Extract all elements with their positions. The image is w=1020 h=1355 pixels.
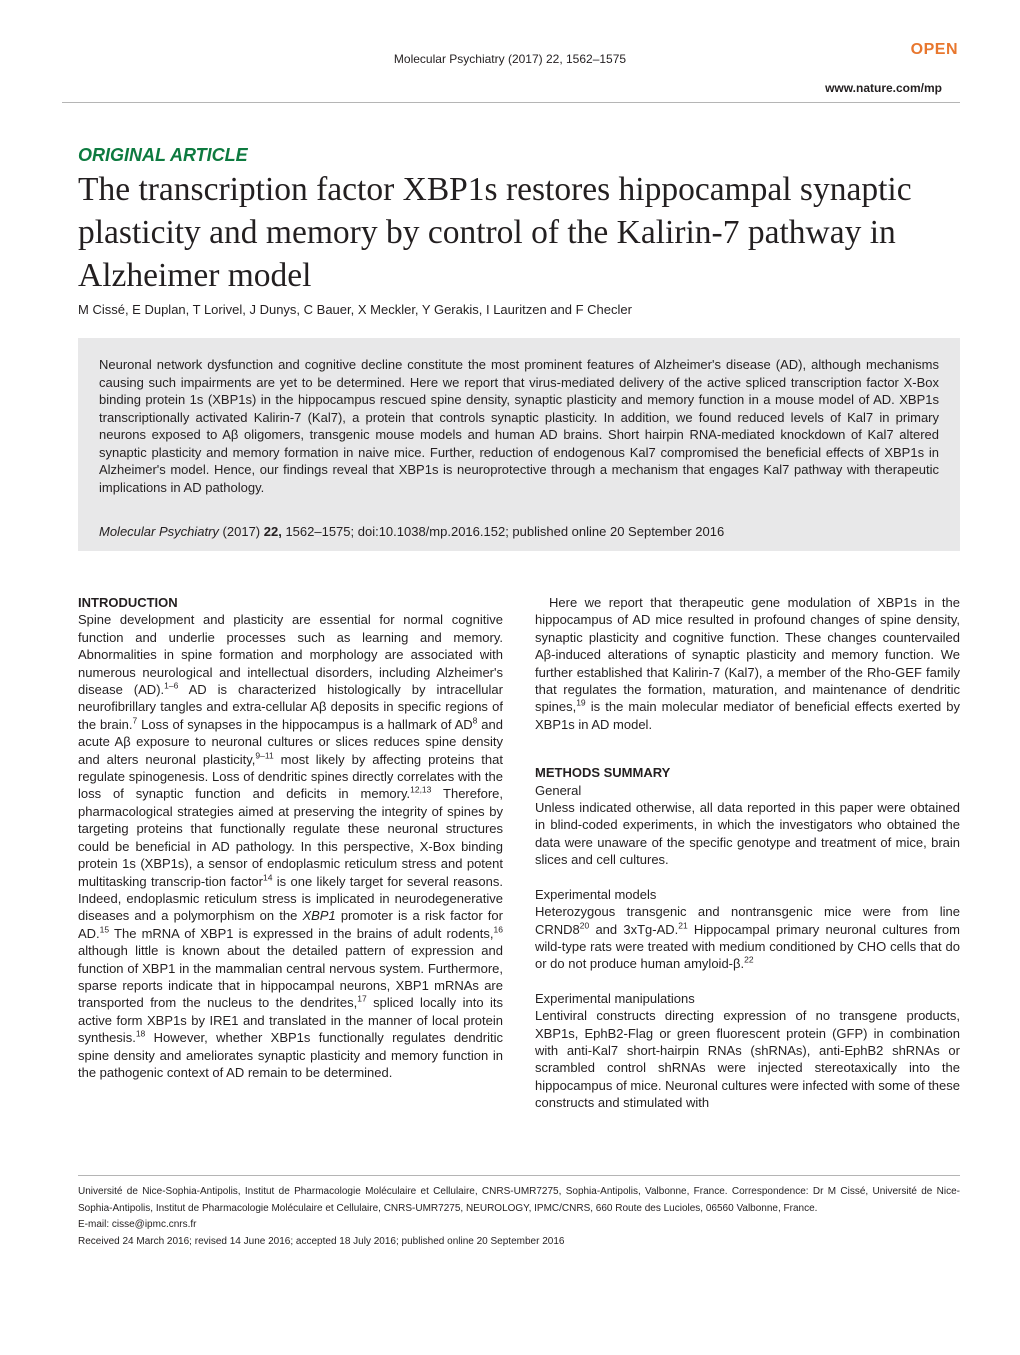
- reference-superscript[interactable]: 9–11: [255, 750, 274, 761]
- right-column: [535, 594, 960, 1112]
- citation-pages-doi: 1562–1575; doi:10.1038/mp.2016.152; published online 20 September 2016: [281, 524, 725, 539]
- header-divider: [62, 102, 960, 103]
- experimental-manipulations-paragraph: Lentiviral constructs directing expression of no transgene products, XBP1s, EphB2-Flag or green fluorescent protein (GFP) in combination with anti-Kal7 short-hairpin RNAs (shRNAs), anti-EphB2 shRNAs or scrambled control shRNAs were injected stereotaxically into the hippocampus of mice. Neuronal cultures were infected with some of these constructs and stimulated with: [535, 1008, 960, 1111]
- article-title: The transcription factor XBP1s restores hippocampal synaptic plasticity and memory by control of the Kalirin-7 pathway in Alzheimer model: [78, 171, 912, 294]
- reference-superscript[interactable]: 22: [744, 954, 754, 965]
- intro-text: and acute Aβ exposure to neuronal cultures or slices reduces spine density and alters neuronal plasticity,: [78, 716, 503, 767]
- journal-url-link[interactable]: www.nature.com/mp: [825, 81, 942, 95]
- reference-superscript[interactable]: 20: [579, 920, 590, 931]
- experimental-manipulations-subheading: Experimental manipulations: [535, 990, 695, 1006]
- reference-superscript[interactable]: 21: [678, 920, 688, 931]
- intro-text: although little is known about the detailed pattern of expression and function of XBP1 in the mammalian central nervous system. Furthermore, sparse reports indicate that in hippocampal neurons, XBP1 mRNAs are transported from the nucleus to the dendrites,: [78, 943, 503, 1011]
- journal-citation-header: Molecular Psychiatry (2017) 22, 1562–1575: [393, 52, 627, 66]
- intro-text: AD is characterized histologically by intracellular neurofibrillary tangles and extra-cellular Aβ deposits in specific regions of the brain.: [78, 682, 503, 732]
- gene-name: XBP1: [302, 908, 336, 924]
- reference-superscript[interactable]: 8: [472, 715, 478, 726]
- footnote-divider: [78, 1175, 960, 1176]
- methods-text: Heterozygous transgenic and nontransgenic mice were from line CRND8: [535, 904, 960, 937]
- reference-superscript[interactable]: 17: [357, 994, 367, 1005]
- left-column: [78, 594, 503, 1081]
- experimental-models-paragraph: [535, 903, 960, 973]
- abstract-text: Neuronal network dysfunction and cognitive decline constitute the most prominent features of Alzheimer's disease (AD), although mechanisms causing such impairments are yet to be determined. Here we report that virus-mediated delivery of the active spliced transcription factor X-Box binding protein 1s (XBP1s) in the hippocampus rescued spine density, synaptic plasticity and memory function in a mouse model of AD. XBP1s transcriptionally activated Kalirin-7 (Kal7), a protein that controls synaptic plasticity. In addition, we found reduced levels of Kal7 in primary neurons exposed to Aβ oligomers, transgenic mouse models and human AD brains. Short hairpin RNA-mediated knockdown of Kal7 altered synaptic plasticity and memory formation in naive mice. Further, reduction of endogenous Kal7 compromised the beneficial effects of XBP1s in Alzheimer's model. Hence, our findings reveal that XBP1s is neuroprotective through a mechanism that engages Kal7 pathway with therapeutic implications in AD pathology.: [99, 357, 939, 495]
- general-paragraph: Unless indicated otherwise, all data reported in this paper were obtained in blind-coded experiments, in which the investigators who obtained the data were unaware of the specific genotype and treatment of mice, brain slices and cell cultures.: [535, 800, 960, 868]
- reference-superscript[interactable]: 14: [262, 872, 273, 883]
- intro-text: Spine development and plasticity are essential for normal cognitive function and underlie processes such as learning and memory. Abnormalities in spine formation and morphology are associated with numerous neurological and intellectual disorders, including Alzheimer's disease (AD).: [78, 612, 503, 698]
- intro-text: However, whether XBP1s functionally regulates dendritic spine density and ameliorates synaptic plasticity and memory function in the pathogenic context of AD remain to be determined.: [78, 1030, 503, 1080]
- introduction-heading: INTRODUCTION: [78, 595, 178, 610]
- received-dates: Received 24 March 2016; revised 14 June 2016; accepted 18 July 2016; published online 20 September 2016: [78, 1235, 565, 1247]
- general-subheading: General: [535, 782, 582, 798]
- methods-text: and 3xTg-AD.: [589, 921, 679, 937]
- reference-superscript[interactable]: 1–6: [164, 680, 179, 691]
- introduction-paragraph: [78, 611, 503, 1081]
- footnotes: [78, 1184, 960, 1250]
- abstract-box: [78, 338, 960, 551]
- reference-superscript[interactable]: 12,13: [410, 785, 432, 796]
- intro-text: promoter is a risk factor for AD.: [78, 908, 503, 941]
- intro-text: is the main molecular mediator of beneficial effects exerted by XBP1s in AD model.: [535, 699, 960, 732]
- reference-superscript[interactable]: 15: [99, 924, 110, 935]
- intro-text: Loss of synapses in the hippocampus is a hallmark of AD: [137, 716, 473, 732]
- reference-superscript[interactable]: 16: [493, 924, 503, 935]
- author-list: M Cissé, E Duplan, T Lorivel, J Dunys, C Bauer, X Meckler, Y Gerakis, I Lauritzen and F Checler: [78, 302, 632, 317]
- introduction-paragraph-2: [535, 594, 960, 733]
- intro-text: Therefore, pharmacological strategies aimed at preserving the integrity of spines by targeting proteins that functionally regulate these neuronal structures could be beneficial in AD pathology. In this perspective, X-Box binding protein 1s (XBP1s), a sensor of endoplasmic reticulum stress and potent multitasking transcrip-tion factor: [78, 786, 503, 889]
- open-access-badge: OPEN: [910, 41, 958, 58]
- intro-text: most likely by affecting proteins that regulate spinogenesis. Loss of dendritic spines directly correlates with the loss of synaptic function and deficits in memory.: [78, 751, 503, 802]
- correspondence-email[interactable]: E-mail: cisse@ipmc.cnrs.fr: [78, 1219, 197, 1230]
- affiliation-text: Université de Nice-Sophia-Antipolis, Institut de Pharmacologie Moléculaire et Cellulaire, CNRS-UMR7275, Sophia-Antipolis, Valbonne, France. Correspondence: Dr M Cissé, Université de Nice-Sophia-Antipolis, Institut de Pharmacologie Moléculaire et Cellulaire, CNRS-UMR7275, NEUROLOGY, IPMC/CNRS, 660 Route des Lucioles, 06560 Valbonne, France.: [78, 1186, 960, 1214]
- intro-text: The mRNA of XBP1 is expressed in the brains of adult rodents,: [109, 925, 494, 941]
- experimental-models-subheading: Experimental models: [535, 886, 657, 902]
- citation-volume: 22,: [263, 524, 282, 539]
- methods-text: Hippocampal primary neuronal cultures from wild-type rats were treated with medium conditioned by CHO cells that do or do not produce human amyloid-β.: [535, 921, 960, 972]
- citation-journal: Molecular Psychiatry: [99, 524, 219, 539]
- abstract-citation: [99, 524, 939, 539]
- intro-text: spliced locally into its active form XBP1s by IRE1 and translated in the manner of local protein synthesis.: [78, 995, 503, 1046]
- intro-text: is one likely target for several reasons. Indeed, endoplasmic reticulum stress is implicated in neurodegenerative diseases and a polymorphism on the: [78, 873, 504, 924]
- intro-text: Here we report that therapeutic gene modulation of XBP1s in the hippocampus of AD mice resulted in profound changes of spine density, synaptic plasticity and cognitive function. These changes countervailed Aβ-induced alterations of synaptic plasticity and memory function. We further established that Kalirin-7 (Kal7), a member of the Rho-GEF family that regulates the formation, maturation, and maintenance of dendritic spines,: [535, 595, 960, 715]
- methods-summary-heading: METHODS SUMMARY: [535, 765, 671, 781]
- reference-superscript[interactable]: 7: [132, 715, 138, 726]
- article-type-label: ORIGINAL ARTICLE: [78, 145, 248, 165]
- citation-year: (2017): [218, 524, 264, 539]
- reference-superscript[interactable]: 19: [576, 698, 586, 709]
- reference-superscript[interactable]: 18: [135, 1028, 146, 1039]
